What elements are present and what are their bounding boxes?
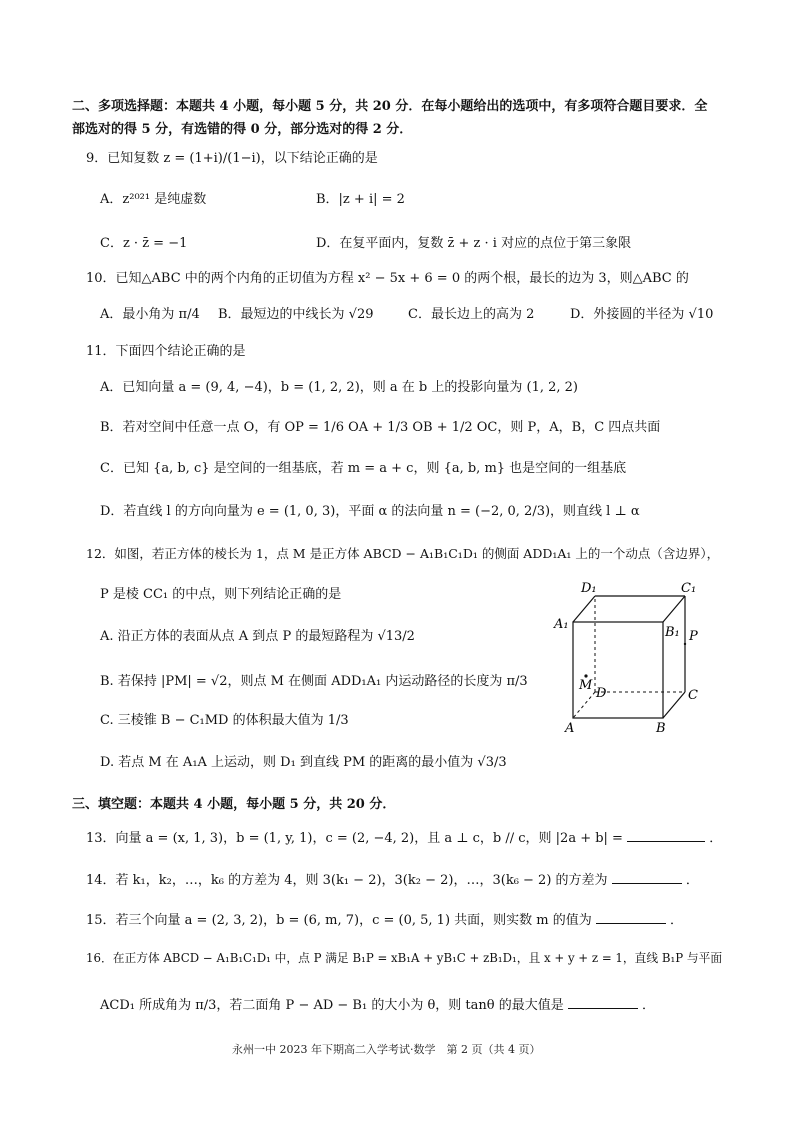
q13-text: 13．向量 a = (x, 1, 3)，b = (1, y, 1)，c = (2, −4, 2)，且 a ⊥ c，b // c，则 |2a + b| = [86, 831, 623, 846]
label-b: B [656, 721, 666, 736]
q11-option-b: B．若对空间中任意一点 O，有 OP = 1/6 OA + 1/3 OB + 1/2 OC，则 P，A，B，C 四点共面 [100, 420, 661, 435]
q12-option-c: C. 三棱锥 B − C₁MD 的体积最大值为 1/3 [100, 713, 349, 728]
q11-option-d: D．若直线 l 的方向向量为 e = (1, 0, 3)，平面 α 的法向量 n = (−2, 0, 2/3)，则直线 l ⊥ α [100, 504, 640, 519]
q9-option-d: D．在复平面内，复数 z̄ + z · i 对应的点位于第三象限 [316, 236, 632, 251]
q10-option-a: A．最小角为 π/4 [100, 307, 200, 322]
point-p [684, 643, 686, 645]
q12-option-d: D. 若点 M 在 A₁A 上运动，则 D₁ 到直线 PM 的距离的最小值为 √3/3 [100, 755, 507, 770]
q9-option-a: A．z²⁰²¹ 是纯虚数 [100, 192, 207, 207]
section-heading-multiple-choice-cont: 部选对的得 5 分，有选错的得 0 分，部分选对的得 2 分． [72, 122, 413, 137]
label-m: M [579, 678, 593, 693]
q9-stem: 9．已知复数 z = (1+i)/(1−i)，以下结论正确的是 [86, 151, 378, 166]
section-heading-multiple-choice: 二、多项选择题：本题共 4 小题，每小题 5 分，共 20 分．在每小题给出的选项中，有多项符合题目要求．全 [72, 99, 708, 114]
q10-option-d: D．外接圆的半径为 √10 [570, 307, 714, 322]
section-heading-fill-blank: 三、填空题：本题共 4 小题，每小题 5 分，共 20 分． [72, 797, 396, 812]
label-a: A [565, 721, 575, 736]
q9-option-b: B．|z + i| = 2 [316, 192, 405, 207]
q12-option-a: A. 沿正方体的表面从点 A 到点 P 的最短路程为 √13/2 [100, 629, 415, 644]
q15-text: 15．若三个向量 a = (2, 3, 2)，b = (6, m, 7)，c = (0, 5, 1) 共面，则实数 m 的值为 [86, 913, 592, 928]
q10-option-c: C．最长边上的高为 2 [408, 307, 535, 322]
q14-line [86, 871, 699, 887]
label-b1: B₁ [665, 625, 680, 640]
q12-option-b: B. 若保持 |PM| = √2，则点 M 在侧面 ADD₁A₁ 内运动路径的长度为 π/3 [100, 674, 528, 689]
q14-answer-blank[interactable] [612, 871, 682, 884]
q16-text: ACD₁ 所成角为 π/3，若二面角 P − AD − B₁ 的大小为 θ，则 tanθ 的最大值是 [100, 998, 564, 1013]
label-a1: A₁ [554, 617, 569, 632]
q11-option-c: C．已知 {a, b, c} 是空间的一组基底，若 m = a + c，则 {a, b, m} 也是空间的一组基底 [100, 461, 627, 476]
q15-line [86, 911, 683, 927]
front-face [573, 622, 663, 718]
q13-end: ． [709, 831, 723, 846]
q13-answer-blank[interactable] [627, 829, 705, 842]
q12-stem-cont: P 是棱 CC₁ 的中点，则下列结论正确的是 [100, 587, 342, 602]
q10-stem: 10．已知△ABC 中的两个内角的正切值为方程 x² − 5x + 6 = 0 的两个根，最长的边为 3，则△ABC 的 [86, 271, 689, 286]
q16-line2 [100, 996, 655, 1012]
q9-option-c: C．z · z̄ = −1 [100, 236, 188, 251]
q15-answer-blank[interactable] [596, 911, 666, 924]
q10-option-b: B．最短边的中线长为 √29 [218, 307, 374, 322]
q11-stem: 11．下面四个结论正确的是 [86, 344, 246, 359]
q12-stem: 12．如图，若正方体的棱长为 1，点 M 是正方体 ABCD − A₁B₁C₁D₁ 的侧面 ADD₁A₁ 上的一个动点（含边界）， [86, 546, 720, 561]
label-d1: D₁ [581, 581, 597, 596]
q16-answer-blank[interactable] [568, 996, 638, 1009]
label-c: C [688, 688, 698, 703]
q15-end: ． [670, 913, 684, 928]
edge-bc [663, 692, 685, 718]
q14-text: 14．若 k₁，k₂，…，k₆ 的方差为 4，则 3(k₁ − 2)，3(k₂ − 2)，…，3(k₆ − 2) 的方差为 [86, 873, 608, 888]
edge-b1c1 [663, 596, 685, 622]
label-p: P [689, 629, 698, 644]
label-c1: C₁ [681, 581, 697, 596]
q13-line [86, 829, 722, 845]
edge-a1d1 [573, 596, 595, 622]
q16-line1: 16．在正方体 ABCD − A₁B₁C₁D₁ 中，点 P 满足 B₁P = xB₁A + yB₁C + zB₁D₁，且 x + y + z = 1，直线 B₁P 与平面 [86, 951, 723, 965]
q16-end: ． [642, 998, 656, 1013]
label-d: D [596, 686, 607, 701]
edge-da-hidden [573, 692, 595, 718]
q14-end: ． [685, 873, 699, 888]
q11-option-a: A．已知向量 a = (9, 4, −4)，b = (1, 2, 2)，则 a 在 b 上的投影向量为 (1, 2, 2) [100, 380, 578, 395]
page-footer: 永州一中 2023 年下期高二入学考试·数学 第 2 页（共 4 页） [232, 1043, 541, 1056]
cube-figure [548, 576, 718, 736]
